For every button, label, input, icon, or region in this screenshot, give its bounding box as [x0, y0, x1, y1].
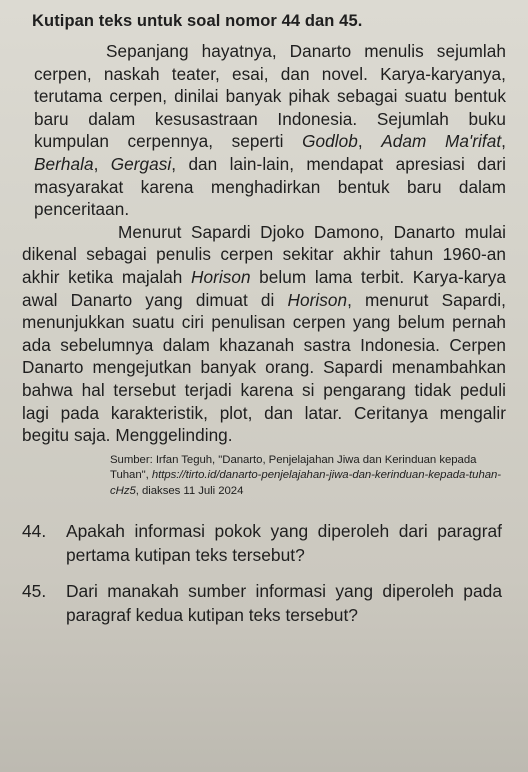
paragraph-1-text-end: , dan lain-lain, mendapat apresiasi dari masyarakat karena menghadirkan bentuk baru dalam penceritaan.	[34, 153, 506, 220]
magazine-title-horison: Horison	[191, 266, 251, 287]
paragraph-1-text: Sepanjang hayatnya, Danarto menulis sejumlah cerpen, naskah teater, esai, dan novel. Karya-karyanya, terutama cerpen, dinilai banyak pihak sebagai suatu bentuk baru dalam kesusastraan Indonesia. Sejumlah buku kumpulan cerpennya, seperti	[34, 41, 506, 152]
paragraph-1	[20, 40, 506, 221]
source-access-date: , diakses 11 Juli 2024	[135, 484, 244, 497]
separator: ,	[93, 153, 111, 174]
question-text: Apakah informasi pokok yang diperoleh dari paragraf pertama kutipan teks tersebut?	[66, 521, 502, 566]
question-number: 45.	[22, 581, 47, 602]
question-list	[20, 519, 506, 627]
paragraph-2-text-end: , menurut Sapardi, menunjukkan suatu ciri penulisan cerpen yang belum pernah ada sebelumnya dalam khazanah sastra Indonesia. Cerpen Danarto mengejutkan banyak orang. Sapardi menambahkan bahwa hal tersebut terjadi karena si pengarang tidak peduli lagi pada karakteristik, plot, dan latar. Ceritanya mengalir begitu saja. Menggelinding.	[22, 289, 506, 446]
question-45	[22, 579, 506, 627]
question-text: Dari manakah sumber informasi yang diperoleh pada paragraf kedua kutipan teks tersebut?	[66, 581, 502, 626]
paragraph-2	[20, 221, 506, 447]
magazine-title-horison: Horison	[287, 289, 348, 310]
book-title-berhala: Berhala	[34, 153, 94, 174]
book-title-godlob: Godlob	[302, 131, 358, 152]
book-title-adam-marifat: Adam Ma'rifat	[381, 131, 502, 152]
source-citation	[110, 453, 506, 500]
question-44	[22, 519, 506, 567]
paragraph-2-text: Menurut Sapardi Djoko Damono, Danarto mulai dikenal sebagai penulis cerpen sekitar akhir tahun 1960-an akhir ketika majalah	[22, 221, 506, 287]
source-prefix: Sumber: Irfan Teguh, "Danarto, Penjelajahan Jiwa dan Kerinduan kepada Tuhan",	[110, 453, 477, 482]
question-number: 44.	[22, 521, 47, 542]
paragraph-2-text-mid: belum lama terbit. Karya-karya awal Danarto yang dimuat di	[22, 266, 507, 310]
excerpt-heading: Kutipan teks untuk soal nomor 44 dan 45.	[32, 12, 363, 30]
separator: ,	[501, 131, 506, 152]
book-title-gergasi: Gergasi	[110, 153, 172, 174]
separator: ,	[357, 131, 382, 152]
source-url: https://tirto.id/danarto-penjelajahan-jiwa-dan-kerinduan-kepada-tuhan-cHz5	[110, 469, 502, 497]
